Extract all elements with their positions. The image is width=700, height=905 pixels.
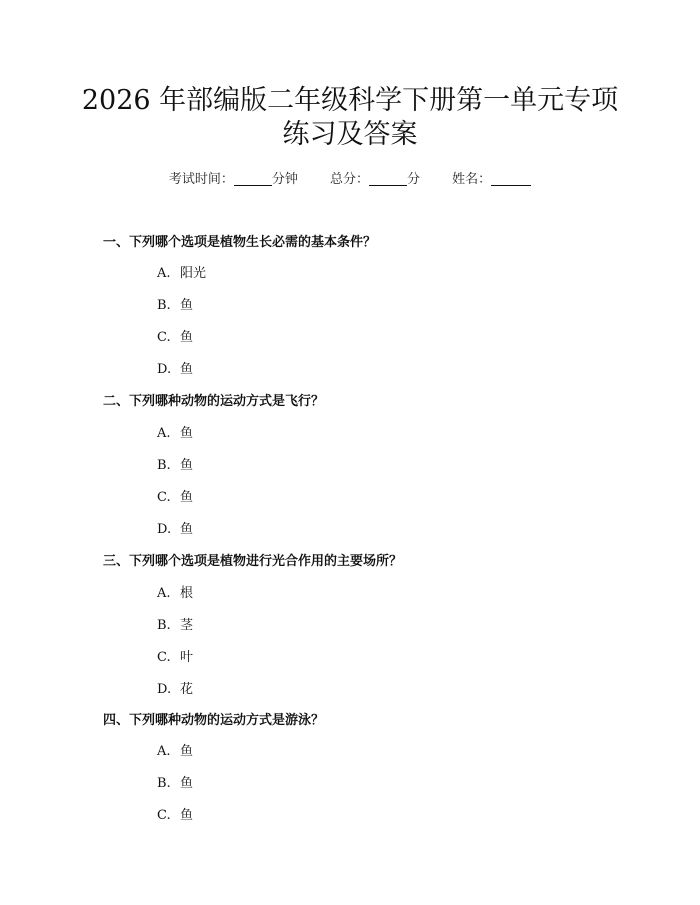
option-letter: B. bbox=[157, 298, 171, 313]
question-2-option-c[interactable] bbox=[157, 486, 193, 505]
question-1-option-c[interactable] bbox=[157, 326, 193, 345]
option-letter: C. bbox=[157, 330, 171, 345]
student-name-field bbox=[452, 168, 531, 187]
exam-time-unit: 分钟 bbox=[271, 172, 298, 187]
option-text: 鱼 bbox=[180, 458, 194, 473]
option-letter: B. bbox=[157, 618, 171, 633]
option-text: 鱼 bbox=[180, 298, 194, 313]
question-4-option-b[interactable] bbox=[157, 772, 193, 791]
option-text: 鱼 bbox=[180, 490, 194, 505]
option-text: 鱼 bbox=[180, 522, 194, 537]
option-letter: A. bbox=[157, 586, 171, 601]
option-text: 鱼 bbox=[180, 362, 194, 377]
option-text: 鱼 bbox=[180, 426, 194, 441]
exam-time-field bbox=[169, 168, 298, 187]
question-2: 二、下列哪种动物的运动方式是飞行？ bbox=[103, 394, 325, 409]
option-letter: C. bbox=[157, 808, 171, 823]
option-text: 鱼 bbox=[180, 330, 194, 345]
student-name-label: 姓名： bbox=[452, 172, 492, 187]
page-title-line-2: 练习及答案 bbox=[282, 119, 418, 150]
option-letter: A. bbox=[157, 266, 171, 281]
question-1-option-a[interactable] bbox=[157, 262, 206, 281]
question-3-option-c[interactable] bbox=[157, 646, 193, 665]
option-text: 茎 bbox=[180, 618, 194, 633]
option-text: 鱼 bbox=[180, 808, 194, 823]
option-letter: B. bbox=[157, 458, 171, 473]
exam-time-blank[interactable] bbox=[234, 172, 272, 186]
question-1-option-b[interactable] bbox=[157, 294, 193, 313]
page-title-line-1: 2026 年部编版二年级科学下册第一单元专项 bbox=[81, 85, 619, 116]
option-letter: B. bbox=[157, 776, 171, 791]
total-score-unit: 分 bbox=[407, 172, 421, 187]
question-4-option-c[interactable] bbox=[157, 804, 193, 823]
question-4-option-a[interactable] bbox=[157, 740, 193, 759]
question-3-option-d[interactable] bbox=[157, 678, 193, 697]
option-text: 鱼 bbox=[180, 776, 194, 791]
total-score-field bbox=[330, 168, 420, 187]
option-letter: A. bbox=[157, 744, 171, 759]
question-1-option-d[interactable] bbox=[157, 358, 193, 377]
option-text: 花 bbox=[180, 682, 194, 697]
question-3-option-a[interactable] bbox=[157, 582, 193, 601]
option-letter: D. bbox=[157, 682, 172, 697]
option-letter: D. bbox=[157, 362, 172, 377]
option-letter: D. bbox=[157, 522, 172, 537]
question-4: 四、下列哪种动物的运动方式是游泳？ bbox=[103, 713, 325, 728]
student-name-blank[interactable] bbox=[491, 172, 531, 186]
total-score-label: 总分： bbox=[329, 172, 369, 187]
exam-info-line bbox=[0, 168, 700, 187]
option-letter: C. bbox=[157, 490, 171, 505]
option-text: 叶 bbox=[180, 650, 194, 665]
option-text: 阳光 bbox=[180, 266, 207, 281]
total-score-blank[interactable] bbox=[369, 172, 407, 186]
question-2-option-a[interactable] bbox=[157, 422, 193, 441]
option-text: 根 bbox=[180, 586, 194, 601]
question-3-option-b[interactable] bbox=[157, 614, 193, 633]
question-2-option-b[interactable] bbox=[157, 454, 193, 473]
option-letter: C. bbox=[157, 650, 171, 665]
option-text: 鱼 bbox=[180, 744, 194, 759]
option-letter: A. bbox=[157, 426, 171, 441]
question-2-option-d[interactable] bbox=[157, 518, 193, 537]
question-3: 三、下列哪个选项是植物进行光合作用的主要场所？ bbox=[103, 554, 403, 569]
exam-time-label: 考试时间： bbox=[168, 172, 234, 187]
question-1: 一、下列哪个选项是植物生长必需的基本条件？ bbox=[103, 235, 377, 250]
